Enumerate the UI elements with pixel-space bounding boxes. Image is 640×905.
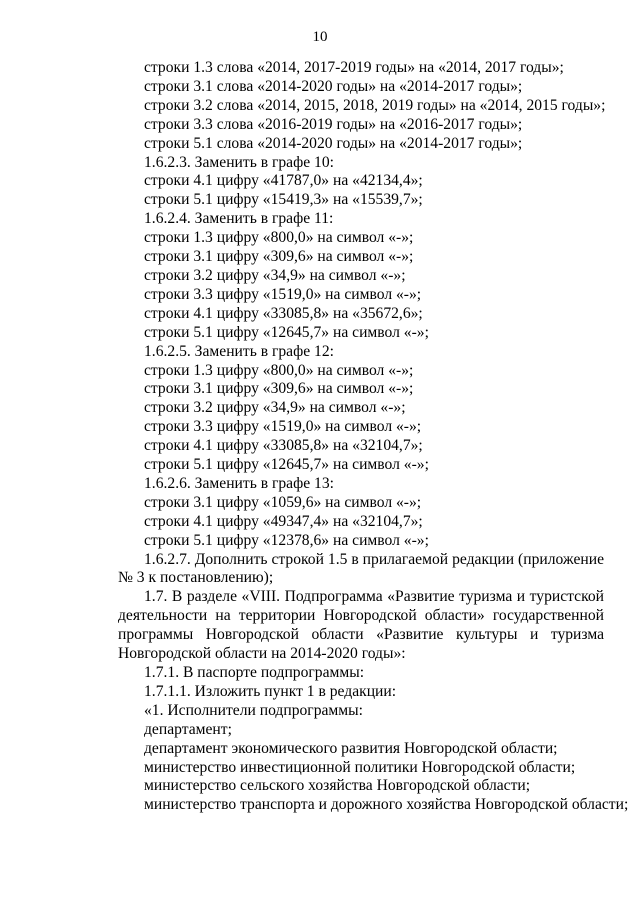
text-line: строки 3.1 слова «2014-2020 годы» на «2014-2017 годы»; [144,77,523,95]
section-heading: 1.6.2.5. Заменить в графе 12: [144,342,334,360]
text-line: департамент экономического развития Новгородской области; [144,739,558,757]
text-line: строки 5.1 слова «2014-2020 годы» на «2014-2017 годы»; [144,134,523,152]
section-heading: 1.7.1.1. Изложить пункт 1 в редакции: [144,682,397,700]
section-heading: 1.7.1. В паспорте подпрограммы: [144,664,365,681]
document-body [118,59,629,815]
text-line: строки 5.1 цифру «12645,7» на символ «-»; [144,323,429,341]
text-line: строки 1.3 цифру «800,0» на символ «-»; [144,229,414,247]
text-line: строки 5.1 цифру «12645,7» на символ «-»; [144,456,429,474]
text-line: департамент; [144,720,232,738]
text-line: строки 3.1 цифру «1059,6» на символ «-»; [144,493,422,511]
text-line: строки 3.2 цифру «34,9» на символ «-»; [144,266,406,284]
section-heading: 1.6.2.4. Заменить в графе 11: [144,210,334,228]
text-line: строки 3.3 цифру «1519,0» на символ «-»; [144,285,422,303]
text-line: строки 3.1 цифру «309,6» на символ «-»; [144,380,414,398]
text-line: строки 4.1 цифру «49347,4» на «32104,7»; [144,512,423,530]
text-line: строки 5.1 цифру «12378,6» на символ «-»; [144,531,429,549]
text-line: строки 4.1 цифру «41787,0» на «42134,4»; [144,172,423,190]
text-line: строки 5.1 цифру «15419,3» на «15539,7»; [144,191,423,209]
section-heading: 1.6.2.6. Заменить в графе 13: [144,474,334,492]
text-line: строки 1.3 цифру «800,0» на символ «-»; [144,361,414,379]
text-line: министерство инвестиционной политики Новгородской области; [144,758,576,776]
text-line: министерство сельского хозяйства Новгородской области; [144,777,531,795]
text-line: министерство транспорта и дорожного хозяйства Новгородской области; [144,796,629,814]
text-line: строки 4.1 цифру «33085,8» на «35672,6»; [144,304,423,322]
text-line: строки 4.1 цифру «33085,8» на «32104,7»; [144,437,423,455]
page-number: 10 [312,29,328,45]
text-line: строки 3.2 слова «2014, 2015, 2018, 2019 годы» на «2014, 2015 годы»; [144,96,606,114]
text-line: строки 3.1 цифру «309,6» на символ «-»; [144,248,414,266]
paragraph: 1.6.2.7. Дополнить строкой 1.5 в прилагаемой редакции (приложение № 3 к постановлению); [118,550,604,587]
text-line: строки 3.3 цифру «1519,0» на символ «-»; [144,418,422,436]
text-line: строки 3.3 слова «2016-2019 годы» на «2016-2017 годы»; [144,115,523,133]
text-line: «1. Исполнители подпрограммы: [144,701,363,719]
text-line: строки 3.2 цифру «34,9» на символ «-»; [144,399,406,417]
paragraph: 1.7. В разделе «VIII. Подпрограмма «Развитие туризма и туристской деятельности на территории Новгородской области» государственной программы Новгородской области «Развитие культуры и туризма Новгородской области на 2014-2020 годы»: [118,588,604,663]
text-line: строки 1.3 слова «2014, 2017-2019 годы» на «2014, 2017 годы»; [144,59,564,76]
section-heading: 1.6.2.3. Заменить в графе 10: [144,153,334,171]
